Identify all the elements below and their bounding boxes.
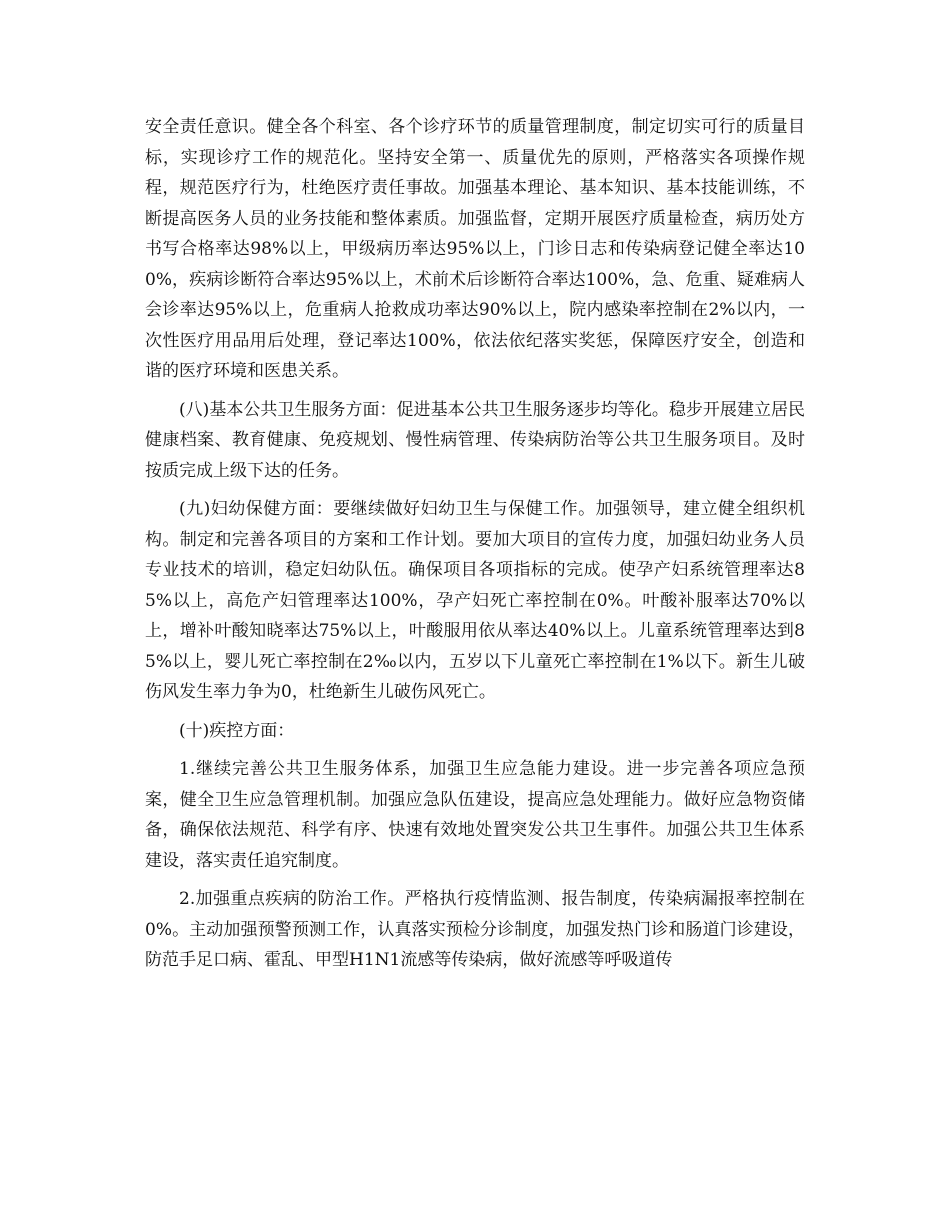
document-page xyxy=(145,112,805,984)
paragraph-disease-control-heading: (十)疾控方面： xyxy=(179,720,295,741)
paragraph-key-disease-prevention: 2.加强重点疾病的防治工作。严格执行疫情监测、报告制度，传染病漏报率控制在0%。主动加强预警预测工作，认真落实预检分诊制度，加强发热门诊和肠道门诊建设，防范手足口病、霍乱、甲型H1N1流感等传染病，做好流感等呼吸道传 xyxy=(145,889,805,970)
paragraph-public-health-services: (八)基本公共卫生服务方面：促进基本公共卫生服务逐步均等化。稳步开展建立居民健康档案、教育健康、免疫规划、慢性病管理、传染病防治等公共卫生服务项目。及时按质完成上级下达的任务。 xyxy=(145,399,805,481)
paragraph-maternal-child-health: (九)妇幼保健方面：要继续做好妇幼卫生与保健工作。加强领导，建立健全组织机构。制定和完善各项目的方案和工作计划。要加大项目的宣传力度，加强妇幼业务人员专业技术的培训，稳定妇幼队伍。确保项目各项指标的完成。使孕产妇系统管理率达85%以上，高危产妇管理率达100%，孕产妇死亡率控制在0%。叶酸补服率达70%以上，增补叶酸知晓率达75%以上，叶酸服用依从率达40%以上。儿童系统管理率达到85%以上，婴儿死亡率控制在2‰以内，五岁以下儿童死亡率控制在1%以下。新生儿破伤风发生率力争为0，杜绝新生儿破伤风死亡。 xyxy=(145,499,805,702)
paragraph-quality-management: 安全责任意识。健全各个科室、各个诊疗环节的质量管理制度，制定切实可行的质量目标，实现诊疗工作的规范化。坚持安全第一、质量优先的原则，严格落实各项操作规程，规范医疗行为，杜绝医疗责任事故。加强基本理论、基本知识、基本技能训练，不断提高医务人员的业务技能和整体素质。加强监督，定期开展医疗质量检查，病历处方书写合格率达98%以上，甲级病历率达95%以上，门诊日志和传染病登记健全率达100%，疾病诊断符合率达95%以上，术前术后诊断符合率达100%，急、危重、疑难病人会诊率达95%以上，危重病人抢救成功率达90%以上，院内感染率控制在2%以内，一次性医疗用品用后处理，登记率达100%，依法依纪落实奖惩，保障医疗安全，创造和谐的医疗环境和医患关系。 xyxy=(145,117,805,381)
paragraph-emergency-system: 1.继续完善公共卫生服务体系，加强卫生应急能力建设。进一步完善各项应急预案，健全卫生应急管理机制。加强应急队伍建设，提高应急处理能力。做好应急物资储备，确保依法规范、科学有序、快速有效地处置突发公共卫生事件。加强公共卫生体系建设，落实责任追究制度。 xyxy=(145,759,805,871)
